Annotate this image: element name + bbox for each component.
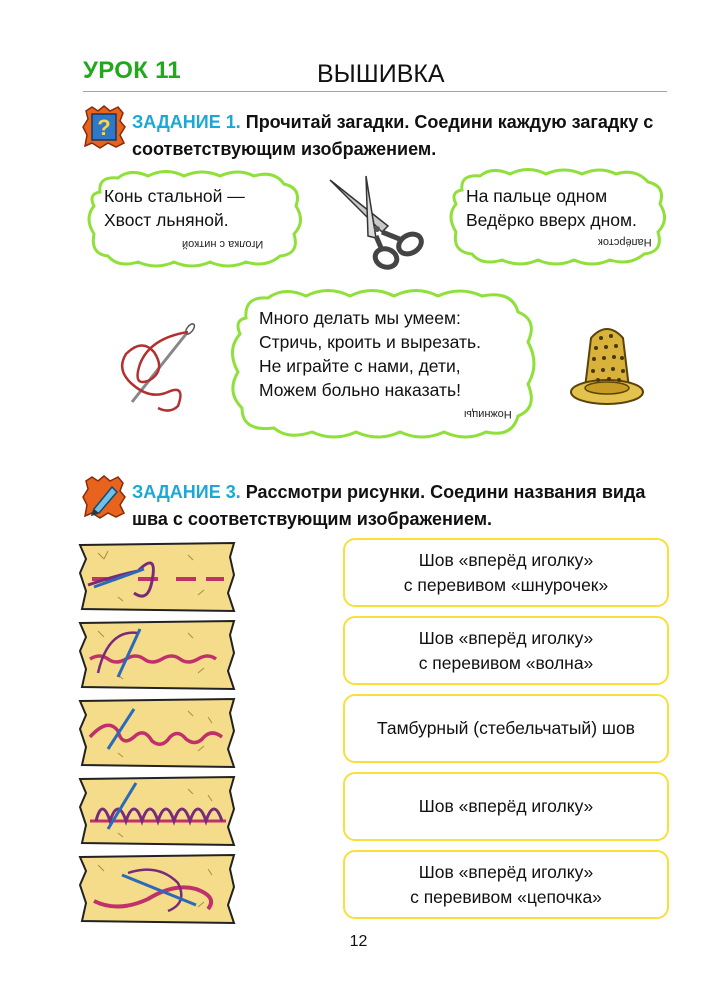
riddle-3-line-3: Не играйте с нами, дети, (259, 356, 461, 376)
page-number: 12 (349, 933, 368, 950)
lesson-title: УРОК 11 (83, 57, 182, 84)
stitch-option-1-line-1: Шов «вперёд иголку» (418, 549, 594, 570)
scissors-picture (322, 172, 427, 272)
task1-heading (132, 109, 670, 163)
stitch-option-5[interactable] (343, 850, 669, 919)
stitch-option-2-line-1: Шов «вперёд иголку» (418, 627, 594, 648)
riddle-2-line-1: На пальце одном (466, 186, 608, 206)
riddle-cloud-2 (448, 168, 670, 268)
stitch-picture-5 (78, 853, 236, 925)
riddle-2-answer: Напёрсток (598, 236, 652, 248)
topic-title: ВЫШИВКА (317, 60, 445, 88)
pencil-icon (82, 475, 126, 519)
riddle-3-line-2: Стричь, кроить и вырезать. (259, 332, 481, 352)
riddle-3-answer: Ножницы (464, 408, 512, 420)
riddle-3-line-1: Много делать мы умеем: (259, 308, 461, 328)
task1-label: ЗАДАНИЕ 1. (132, 112, 241, 132)
stitch-picture-2 (78, 619, 236, 691)
riddle-3-line-4: Можем больно наказать! (259, 380, 461, 400)
stitch-option-1-line-2: с перевивом «шнурочек» (403, 574, 609, 595)
question-mark-icon (82, 105, 126, 149)
stitch-option-5-line-2: с перевивом «цепочка» (410, 886, 602, 907)
stitch-option-1[interactable] (343, 538, 669, 607)
riddle-1-line-2: Хвост льняной. (104, 210, 229, 230)
riddle-1-line-1: Конь стальной — (104, 186, 245, 206)
task3-heading (132, 479, 670, 533)
svg-text:?: ? (97, 115, 111, 140)
stitch-option-4[interactable] (343, 772, 669, 841)
stitch-picture-4 (78, 775, 236, 847)
header-divider (83, 91, 667, 92)
stitch-option-3[interactable] (343, 694, 669, 763)
task3-label: ЗАДАНИЕ 3. (132, 482, 241, 502)
riddle-2-line-2: Ведёрко вверх дном. (466, 210, 637, 230)
stitch-option-2[interactable] (343, 616, 669, 685)
riddle-cloud-1 (86, 170, 306, 270)
riddle-cloud-3 (228, 288, 538, 440)
stitch-picture-3 (78, 697, 236, 769)
task1-text: Прочитай загадки. Соедини каждую загадку с соответствующим изображением. (132, 112, 654, 159)
stitch-option-5-line-1: Шов «вперёд иголку» (418, 861, 594, 882)
stitch-picture-1 (78, 541, 236, 613)
stitch-option-4-line-1: Шов «вперёд иголку» (418, 796, 594, 816)
stitch-option-3-line-1: Тамбурный (стебельчатый) шов (377, 718, 635, 738)
thimble-picture (563, 316, 651, 408)
needle-thread-picture (110, 318, 202, 414)
stitch-option-2-line-2: с перевивом «волна» (418, 652, 594, 673)
riddle-1-answer: Иголка с ниткой (182, 238, 264, 250)
task3-text: Рассмотри рисунки. Соедини названия вида шва с соответствующим изображением. (132, 482, 646, 529)
